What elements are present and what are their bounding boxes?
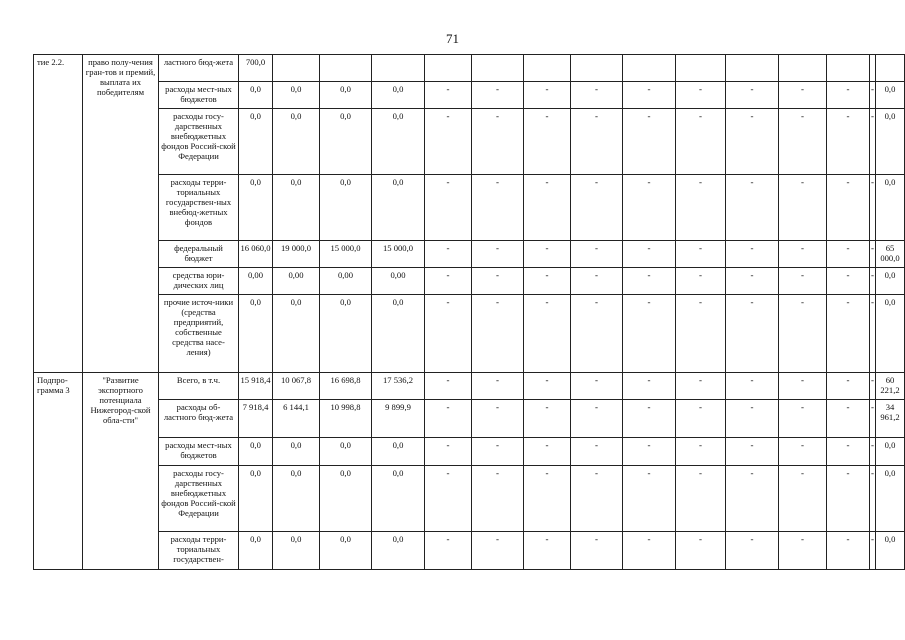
value-cell: 0,0	[320, 109, 372, 175]
value-cell: -	[827, 532, 870, 570]
value-cell: 0,0	[372, 466, 425, 532]
funding-source-cell: расходы мест-ных бюджетов	[159, 82, 239, 109]
table-row	[34, 109, 905, 175]
value-cell: -	[571, 175, 623, 241]
program-name-cell: "Развитие экспортного потенциала Нижегород-ской обла-сти"	[83, 373, 159, 570]
value-cell: 0,0	[273, 109, 320, 175]
value-cell: -	[676, 268, 726, 295]
value-cell: 0,0	[239, 175, 273, 241]
value-cell: -	[472, 241, 524, 268]
value-cell: 0,0	[239, 82, 273, 109]
program-name-cell: право полу-чения гран-тов и премий, выплата их победителям	[83, 55, 159, 373]
table-row	[34, 82, 905, 109]
budget-table	[33, 54, 905, 570]
value-cell: -	[472, 175, 524, 241]
value-cell: -	[571, 268, 623, 295]
funding-source-cell: средства юри-дических лиц	[159, 268, 239, 295]
value-cell: -	[779, 466, 827, 532]
value-cell: -	[524, 268, 571, 295]
value-cell: -	[524, 373, 571, 400]
value-cell: -	[726, 532, 779, 570]
value-cell: -	[425, 109, 472, 175]
value-cell: -	[726, 82, 779, 109]
program-code-cell: Подпро-грамма 3	[34, 373, 83, 570]
total-cell: 0,0	[876, 532, 905, 570]
value-cell: 0,0	[320, 532, 372, 570]
value-cell: -	[870, 241, 876, 268]
value-cell: -	[623, 466, 676, 532]
value-cell: -	[726, 295, 779, 373]
value-cell: -	[472, 466, 524, 532]
value-cell	[320, 55, 372, 82]
value-cell: -	[524, 241, 571, 268]
funding-source-cell: расходы мест-ных бюджетов	[159, 438, 239, 466]
value-cell: -	[827, 295, 870, 373]
total-cell: 34 961,2	[876, 400, 905, 438]
value-cell: -	[472, 109, 524, 175]
funding-source-cell: расходы терри-ториальных государствен-ных внебюд-жетных фондов	[159, 175, 239, 241]
value-cell: -	[623, 532, 676, 570]
value-cell: -	[623, 295, 676, 373]
value-cell: 0,0	[273, 532, 320, 570]
value-cell: -	[827, 109, 870, 175]
value-cell: -	[425, 373, 472, 400]
value-cell: -	[827, 175, 870, 241]
table-row	[34, 373, 905, 400]
value-cell: -	[726, 268, 779, 295]
total-cell: 60 221,2	[876, 373, 905, 400]
value-cell: -	[676, 109, 726, 175]
value-cell: -	[779, 241, 827, 268]
value-cell: 0,0	[239, 295, 273, 373]
value-cell: -	[472, 268, 524, 295]
value-cell: 0,0	[273, 438, 320, 466]
funding-source-cell: расходы об-ластного бюд-жета	[159, 400, 239, 438]
total-cell: 0,0	[876, 109, 905, 175]
funding-source-cell: расходы госу-дарственных внебюджетных фондов Россий-ской Федерации	[159, 466, 239, 532]
page-number: 71	[446, 31, 459, 46]
value-cell: 0,0	[239, 109, 273, 175]
value-cell: -	[571, 532, 623, 570]
value-cell: -	[571, 373, 623, 400]
value-cell: -	[571, 295, 623, 373]
value-cell: -	[870, 295, 876, 373]
value-cell: -	[425, 400, 472, 438]
value-cell: 0,0	[372, 438, 425, 466]
value-cell: -	[870, 438, 876, 466]
value-cell: -	[726, 241, 779, 268]
value-cell	[779, 55, 827, 82]
value-cell: -	[472, 400, 524, 438]
value-cell: -	[623, 268, 676, 295]
value-cell: -	[425, 268, 472, 295]
value-cell: -	[676, 466, 726, 532]
value-cell: -	[726, 400, 779, 438]
value-cell: -	[524, 82, 571, 109]
total-cell: 0,0	[876, 438, 905, 466]
table-row	[34, 400, 905, 438]
funding-source-cell: расходы госу-дарственных внебюджетных фондов Россий-ской Федерации	[159, 109, 239, 175]
value-cell: -	[676, 373, 726, 400]
value-cell: -	[676, 175, 726, 241]
funding-source-cell: расходы терри-ториальных государствен-	[159, 532, 239, 570]
value-cell: -	[472, 373, 524, 400]
value-cell: 9 899,9	[372, 400, 425, 438]
value-cell: -	[425, 466, 472, 532]
funding-source-cell: ластного бюд-жета	[159, 55, 239, 82]
funding-source-cell: федеральный бюджет	[159, 241, 239, 268]
value-cell: -	[827, 241, 870, 268]
value-cell	[273, 55, 320, 82]
value-cell: -	[571, 241, 623, 268]
value-cell: -	[676, 532, 726, 570]
value-cell: 0,0	[372, 82, 425, 109]
value-cell: -	[571, 109, 623, 175]
total-cell	[876, 55, 905, 82]
value-cell: -	[726, 175, 779, 241]
value-cell: -	[676, 295, 726, 373]
value-cell: -	[779, 175, 827, 241]
value-cell: -	[779, 532, 827, 570]
value-cell: 0,0	[273, 295, 320, 373]
value-cell	[524, 55, 571, 82]
total-cell: 65 000,0	[876, 241, 905, 268]
value-cell: 0,0	[320, 175, 372, 241]
table-row	[34, 532, 905, 570]
value-cell: 0,0	[320, 82, 372, 109]
value-cell: 16 060,0	[239, 241, 273, 268]
value-cell: -	[870, 373, 876, 400]
funding-source-cell: Всего, в т.ч.	[159, 373, 239, 400]
value-cell: -	[571, 466, 623, 532]
table-row	[34, 268, 905, 295]
value-cell: -	[726, 109, 779, 175]
program-code-cell: тие 2.2.	[34, 55, 83, 373]
value-cell: -	[870, 466, 876, 532]
value-cell: -	[524, 438, 571, 466]
value-cell: -	[472, 82, 524, 109]
value-cell: -	[779, 295, 827, 373]
value-cell: 0,0	[372, 175, 425, 241]
value-cell: 0,0	[320, 466, 372, 532]
value-cell: 15 918,4	[239, 373, 273, 400]
value-cell: 0,0	[372, 295, 425, 373]
value-cell: -	[726, 438, 779, 466]
value-cell: -	[425, 532, 472, 570]
total-cell: 0,0	[876, 82, 905, 109]
value-cell: 0,0	[239, 466, 273, 532]
value-cell: -	[425, 175, 472, 241]
value-cell: -	[779, 373, 827, 400]
value-cell: -	[524, 295, 571, 373]
value-cell: 6 144,1	[273, 400, 320, 438]
value-cell: -	[623, 400, 676, 438]
value-cell: -	[870, 268, 876, 295]
value-cell: -	[524, 109, 571, 175]
total-cell: 0,0	[876, 175, 905, 241]
value-cell: 0,0	[273, 175, 320, 241]
value-cell: 0,0	[372, 532, 425, 570]
value-cell	[676, 55, 726, 82]
value-cell: -	[524, 466, 571, 532]
value-cell	[425, 55, 472, 82]
value-cell: -	[870, 400, 876, 438]
value-cell: 10 998,8	[320, 400, 372, 438]
value-cell: 0,0	[273, 466, 320, 532]
value-cell: 0,00	[273, 268, 320, 295]
value-cell: 0,0	[273, 82, 320, 109]
value-cell: -	[623, 175, 676, 241]
table-row	[34, 466, 905, 532]
value-cell: -	[676, 241, 726, 268]
value-cell: 700,0	[239, 55, 273, 82]
value-cell: 0,00	[372, 268, 425, 295]
table-row	[34, 175, 905, 241]
value-cell: 10 067,8	[273, 373, 320, 400]
value-cell: -	[870, 109, 876, 175]
value-cell: -	[571, 438, 623, 466]
value-cell: 0,0	[320, 295, 372, 373]
value-cell: -	[623, 373, 676, 400]
total-cell: 0,0	[876, 295, 905, 373]
value-cell: 0,0	[239, 532, 273, 570]
value-cell: -	[827, 82, 870, 109]
value-cell	[623, 55, 676, 82]
value-cell: 0,0	[239, 438, 273, 466]
value-cell: -	[870, 532, 876, 570]
value-cell: -	[779, 268, 827, 295]
value-cell: -	[676, 82, 726, 109]
value-cell: -	[726, 466, 779, 532]
value-cell: -	[524, 175, 571, 241]
value-cell: -	[676, 438, 726, 466]
value-cell: -	[827, 438, 870, 466]
value-cell: 0,00	[239, 268, 273, 295]
value-cell: -	[571, 82, 623, 109]
table-row	[34, 241, 905, 268]
value-cell: -	[827, 466, 870, 532]
value-cell: -	[524, 400, 571, 438]
value-cell	[472, 55, 524, 82]
value-cell: -	[779, 400, 827, 438]
value-cell: -	[623, 82, 676, 109]
value-cell: 0,0	[372, 109, 425, 175]
value-cell: 15 000,0	[320, 241, 372, 268]
table-row	[34, 55, 905, 82]
value-cell: -	[571, 400, 623, 438]
value-cell: 16 698,8	[320, 373, 372, 400]
value-cell: -	[472, 438, 524, 466]
value-cell: -	[425, 438, 472, 466]
value-cell: -	[676, 400, 726, 438]
total-cell: 0,0	[876, 268, 905, 295]
value-cell: -	[779, 109, 827, 175]
table-row	[34, 438, 905, 466]
value-cell: 19 000,0	[273, 241, 320, 268]
value-cell: -	[524, 532, 571, 570]
value-cell: 15 000,0	[372, 241, 425, 268]
value-cell: 17 536,2	[372, 373, 425, 400]
value-cell	[726, 55, 779, 82]
value-cell: -	[623, 438, 676, 466]
value-cell: -	[870, 82, 876, 109]
value-cell: -	[779, 82, 827, 109]
value-cell: -	[425, 82, 472, 109]
value-cell: -	[827, 373, 870, 400]
value-cell: -	[425, 241, 472, 268]
total-cell: 0,0	[876, 466, 905, 532]
value-cell: -	[472, 295, 524, 373]
value-cell: -	[472, 532, 524, 570]
value-cell: 0,0	[320, 438, 372, 466]
value-cell: -	[623, 109, 676, 175]
value-cell	[827, 55, 870, 82]
table-body	[34, 55, 905, 570]
value-cell	[571, 55, 623, 82]
value-cell	[372, 55, 425, 82]
value-cell: 7 918,4	[239, 400, 273, 438]
value-cell: -	[425, 295, 472, 373]
value-cell: -	[623, 241, 676, 268]
value-cell: -	[827, 400, 870, 438]
value-cell: 0,00	[320, 268, 372, 295]
value-cell: -	[779, 438, 827, 466]
value-cell: -	[726, 373, 779, 400]
value-cell: -	[827, 268, 870, 295]
table-row	[34, 295, 905, 373]
value-cell: -	[870, 175, 876, 241]
funding-source-cell: прочие источ-ники (средства предприятий, собственные средства насе-ления)	[159, 295, 239, 373]
